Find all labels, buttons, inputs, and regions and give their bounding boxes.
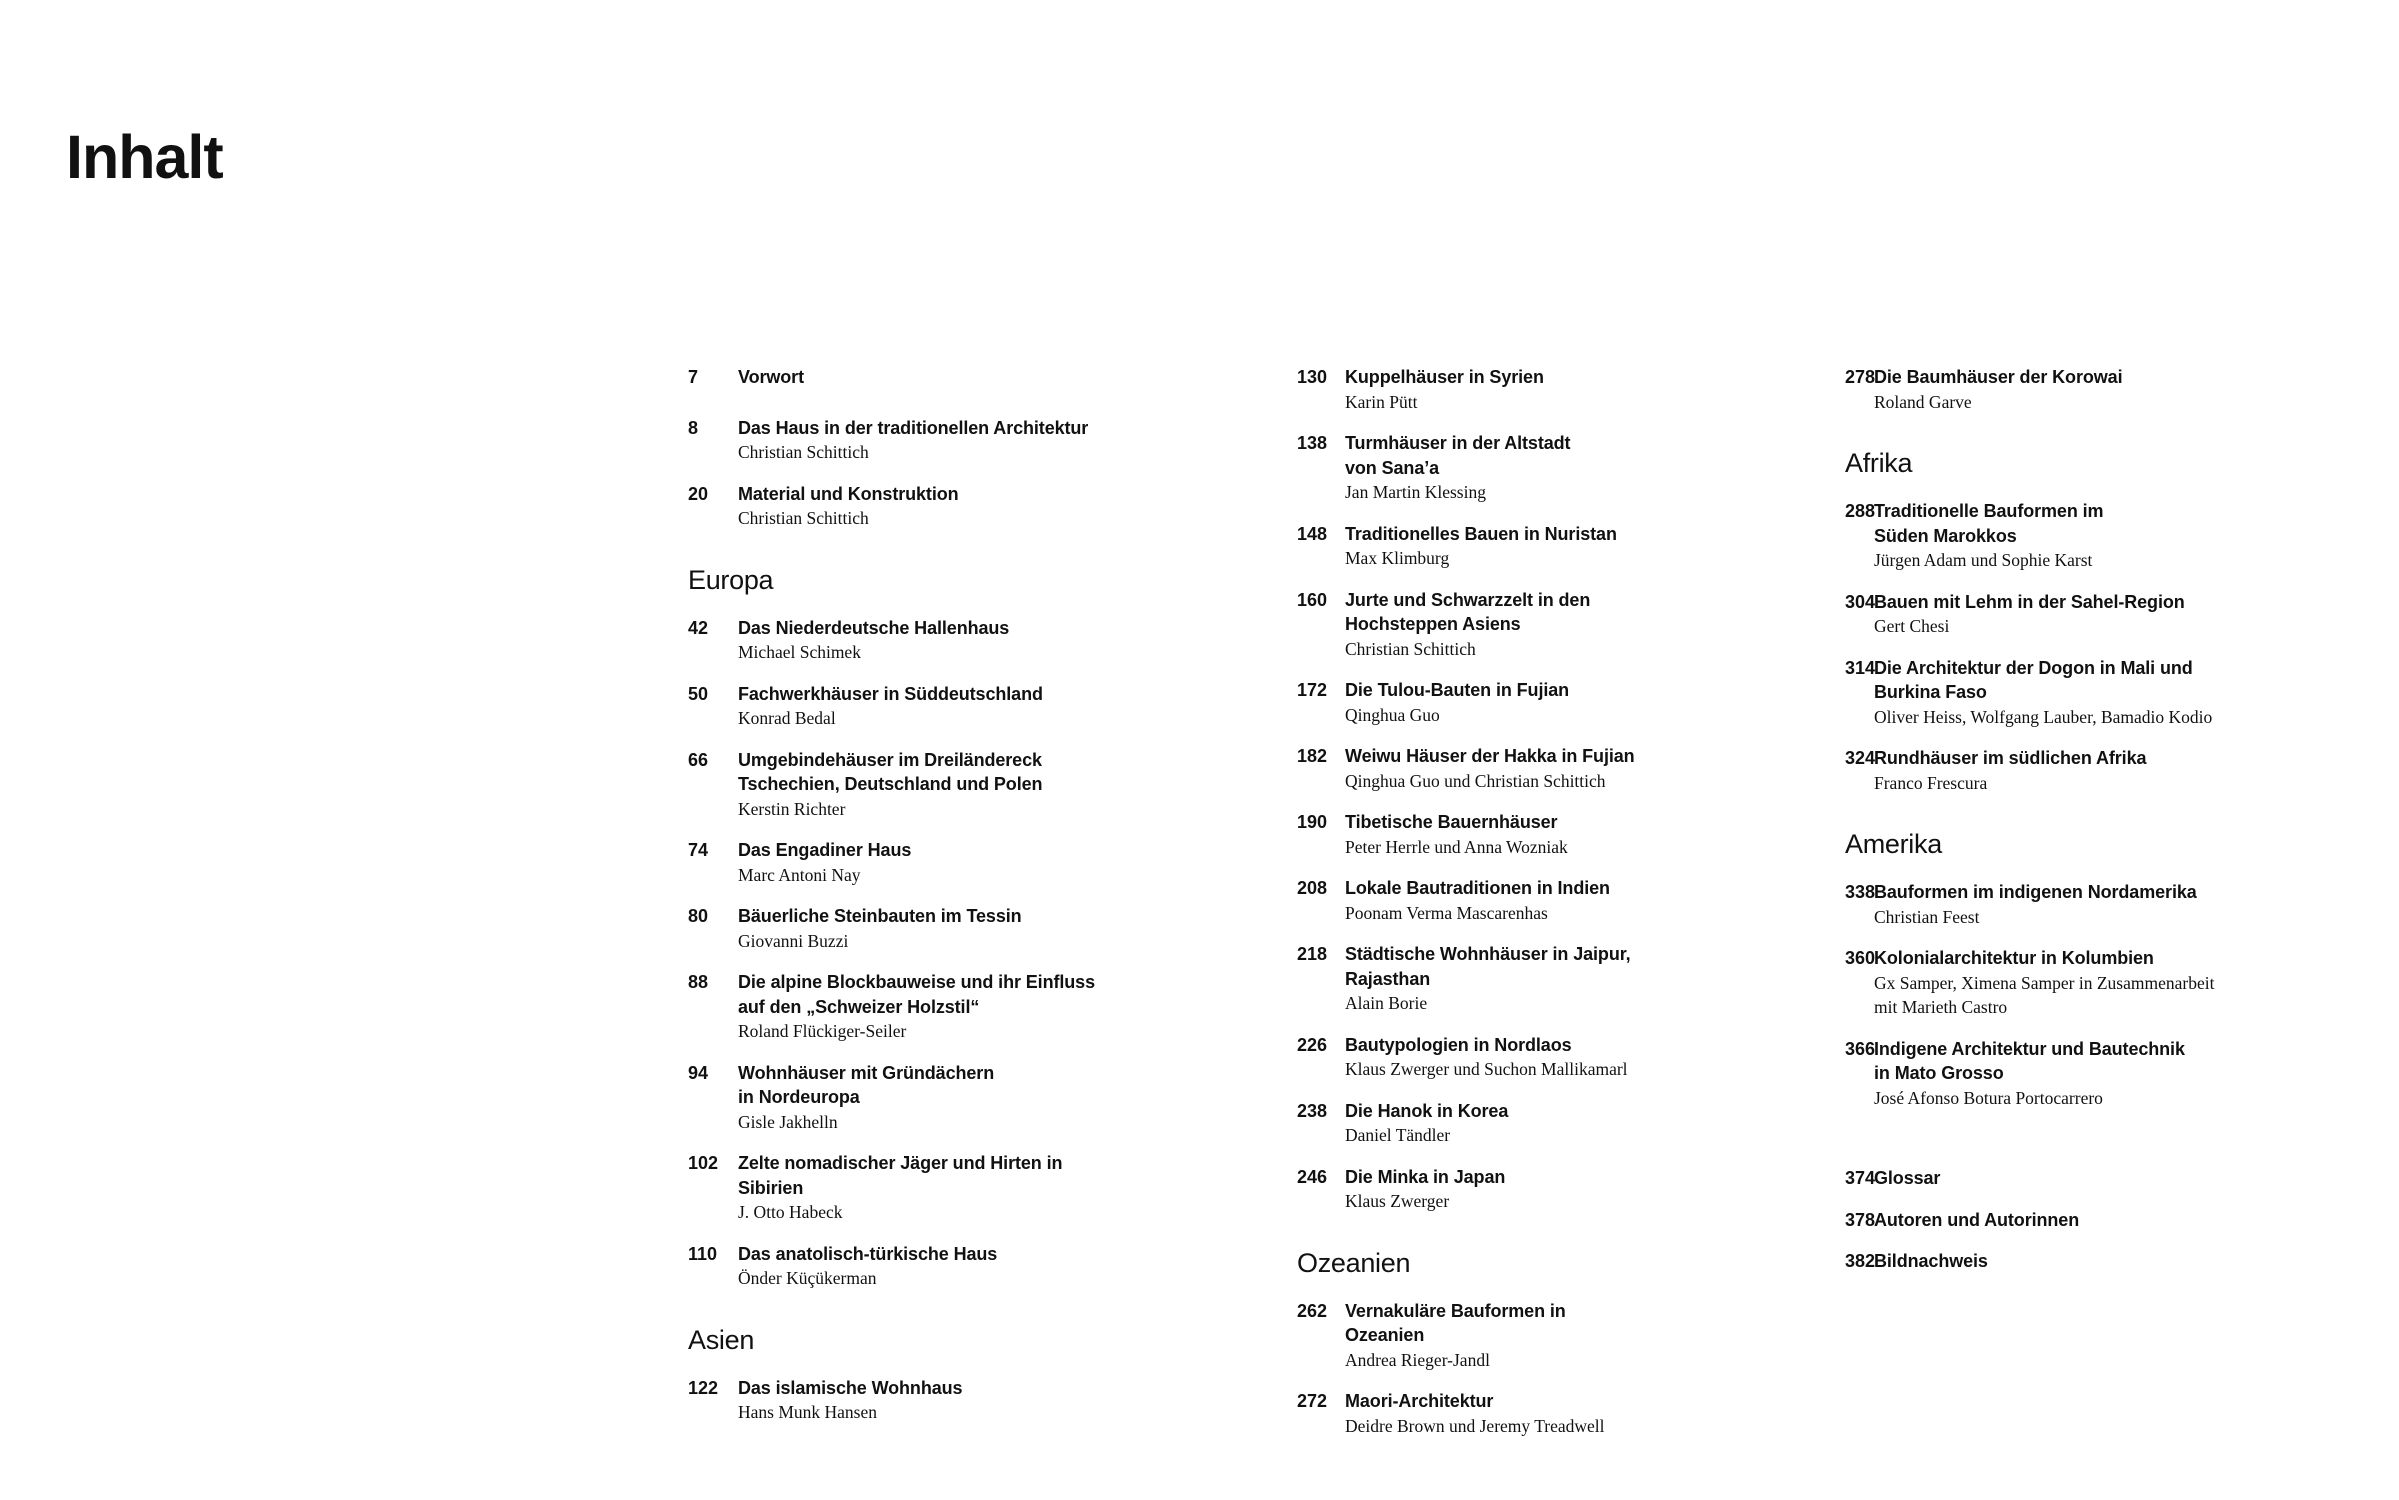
page-number: 272 <box>1297 1391 1328 1411</box>
entry-author: Andrea Rieger-Jandl <box>1345 1349 1490 1370</box>
entry-title: Bauen mit Lehm in der Sahel-Region <box>1874 591 2185 612</box>
entry-title: Das islamische Wohnhaus <box>738 1377 963 1398</box>
page-number: 218 <box>1297 944 1328 964</box>
toc-column-2 <box>1297 365 1817 1455</box>
entry-author: Roland Flückiger-Seiler <box>738 1021 907 1041</box>
toc-entry[interactable] <box>688 365 1248 390</box>
entry-author: Kerstin Richter <box>738 798 846 819</box>
toc-entry[interactable] <box>1845 880 2385 929</box>
entry-title: Tibetische Bauernhäuser <box>1345 812 1558 832</box>
entry-author: Franco Frescura <box>1874 772 1988 793</box>
entry-title: Traditionelles Bauen in Nuristan <box>1345 523 1617 544</box>
page-number: 66 <box>688 749 709 770</box>
entry-author: Qinghua Guo <box>1345 704 1440 725</box>
toc-entry[interactable] <box>1297 1099 1817 1148</box>
entry-author: Giovanni Buzzi <box>738 930 849 951</box>
toc-entry[interactable] <box>1297 1165 1817 1214</box>
toc-entry[interactable] <box>1297 1389 1817 1438</box>
entry-author: Klaus Zwerger und Suchon Mallikamarl <box>1345 1059 1628 1079</box>
toc-entry[interactable] <box>1297 588 1817 662</box>
toc-entry[interactable] <box>1297 431 1817 505</box>
section-heading: Afrika <box>1845 448 1913 478</box>
page-number: 366 <box>1845 1038 1876 1059</box>
section-heading: Asien <box>688 1324 755 1355</box>
page-number: 304 <box>1845 591 1876 612</box>
toc-entry[interactable] <box>688 904 1248 953</box>
entry-title: Material und Konstruktion <box>738 483 959 504</box>
entry-author: Michael Schimek <box>738 642 861 662</box>
entry-title: Bildnachweis <box>1874 1251 1988 1271</box>
section-heading: Amerika <box>1845 829 1942 859</box>
toc-entry[interactable] <box>1297 365 1817 414</box>
entry-title: Lokale Bautraditionen in Indien <box>1345 878 1610 898</box>
toc-entry[interactable] <box>688 616 1248 665</box>
entry-author: Alain Borie <box>1345 993 1428 1013</box>
toc-entry[interactable] <box>1845 590 2385 639</box>
entry-title: Indigene Architektur und Bautechnik in Mato Grosso <box>1874 1038 2185 1083</box>
toc-entry[interactable] <box>1845 1037 2385 1111</box>
page-number: 172 <box>1297 680 1328 700</box>
toc-entry[interactable] <box>1845 1166 2385 1191</box>
page-number: 360 <box>1845 948 1876 968</box>
entry-title: Das anatolisch-türkische Haus <box>738 1243 998 1264</box>
page-number: 324 <box>1845 748 1876 768</box>
toc-entry[interactable] <box>688 838 1248 887</box>
entry-title: Das Haus in der traditionellen Architektur <box>738 417 1089 438</box>
page-number: 246 <box>1297 1166 1328 1187</box>
entry-title: Kuppelhäuser in Syrien <box>1345 367 1544 387</box>
page-number: 374 <box>1845 1168 1876 1188</box>
entry-author: José Afonso Botura Portocarrero <box>1874 1087 2103 1108</box>
entry-author: Qinghua Guo und Christian Schittich <box>1345 770 1606 791</box>
entry-author: Christian Schittich <box>738 442 869 462</box>
entry-author: Gx Samper, Ximena Samper in Zusammenarbeit mit Marieth Castro <box>1874 972 2215 1017</box>
toc-entry[interactable] <box>688 682 1248 731</box>
page-number: 94 <box>688 1062 709 1083</box>
toc-entry[interactable] <box>688 1376 1248 1425</box>
toc-entry[interactable] <box>1297 744 1817 793</box>
toc-entry[interactable] <box>1845 365 2385 414</box>
toc-entry[interactable] <box>1845 746 2385 795</box>
entry-title: Traditionelle Bauformen im Süden Marokkos <box>1874 501 2104 546</box>
entry-author: Jan Martin Klessing <box>1345 482 1486 502</box>
toc-column-3 <box>1845 365 2385 1291</box>
page-number: 42 <box>688 617 709 638</box>
toc-entry[interactable] <box>688 1061 1248 1135</box>
entry-title: Bäuerliche Steinbauten im Tessin <box>738 906 1022 926</box>
page-number: 314 <box>1845 657 1876 678</box>
entry-title: Weiwu Häuser der Hakka in Fujian <box>1345 746 1635 766</box>
page-number: 262 <box>1297 1300 1328 1321</box>
entry-title: Die Baumhäuser der Korowai <box>1874 367 2123 387</box>
entry-title: Das Niederdeutsche Hallenhaus <box>738 617 1010 638</box>
page-number: 122 <box>688 1377 719 1398</box>
toc-entry[interactable] <box>688 1242 1248 1291</box>
page-number: 338 <box>1845 882 1876 902</box>
entry-title: Glossar <box>1874 1168 1941 1188</box>
page-number: 148 <box>1297 523 1328 544</box>
toc-entry[interactable] <box>688 482 1248 531</box>
entry-title: Rundhäuser im südlichen Afrika <box>1874 748 2147 768</box>
entry-author: Daniel Tändler <box>1345 1125 1451 1145</box>
entry-author: Klaus Zwerger <box>1345 1191 1450 1211</box>
entry-title: Umgebindehäuser im Dreiländereck Tschechien, Deutschland und Polen <box>738 749 1043 794</box>
entry-title: Jurte und Schwarzzelt in den Hochsteppen Asiens <box>1345 589 1591 634</box>
entry-title: Das Engadiner Haus <box>738 840 912 860</box>
toc-entry[interactable] <box>688 416 1248 465</box>
toc-entry[interactable] <box>1297 1033 1817 1082</box>
page-number: 288 <box>1845 501 1876 521</box>
entry-author: Jürgen Adam und Sophie Karst <box>1874 550 2093 570</box>
entry-title: Vorwort <box>738 367 804 387</box>
entry-title: Die Minka in Japan <box>1345 1166 1506 1187</box>
toc-entry[interactable] <box>1845 946 2385 1020</box>
page-number: 7 <box>688 367 699 387</box>
page-number: 80 <box>688 906 709 926</box>
entry-author: Deidre Brown und Jeremy Treadwell <box>1345 1415 1605 1436</box>
entry-author: Poonam Verma Mascarenhas <box>1345 902 1548 923</box>
entry-title: Wohnhäuser mit Gründächern in Nordeuropa <box>738 1062 995 1107</box>
entry-title: Die alpine Blockbauweise und ihr Einfluss auf den „Schweizer Holzstil“ <box>738 972 1095 1017</box>
entry-title: Vernakuläre Bauformen in Ozeanien <box>1345 1300 1566 1345</box>
toc-entry[interactable] <box>1845 656 2385 730</box>
page-number: 130 <box>1297 367 1328 387</box>
entry-title: Zelte nomadischer Jäger und Hirten in Sibirien <box>738 1153 1063 1198</box>
page-number: 208 <box>1297 878 1328 898</box>
toc-entry[interactable] <box>1297 876 1817 925</box>
entry-title: Die Hanok in Korea <box>1345 1100 1509 1121</box>
page-number: 382 <box>1845 1251 1876 1271</box>
entry-author: Oliver Heiss, Wolfgang Lauber, Bamadio Kodio <box>1874 706 2213 727</box>
page-number: 102 <box>688 1153 719 1173</box>
entry-author: J. Otto Habeck <box>738 1202 843 1222</box>
toc-entry[interactable] <box>1845 1208 2385 1233</box>
page-number: 88 <box>688 972 709 992</box>
entry-author: Christian Schittich <box>1345 638 1476 659</box>
entry-author: Önder Küçükerman <box>738 1268 877 1288</box>
entry-title: Maori-Architektur <box>1345 1391 1494 1411</box>
page-number: 8 <box>688 417 699 438</box>
page-number: 50 <box>688 683 709 704</box>
section-heading: Ozeanien <box>1297 1247 1411 1278</box>
entry-author: Roland Garve <box>1874 391 1972 412</box>
toc-entry[interactable] <box>1845 1249 2385 1274</box>
entry-title: Bautypologien in Nordlaos <box>1345 1034 1572 1055</box>
page-number: 74 <box>688 840 709 860</box>
page-number: 378 <box>1845 1209 1876 1230</box>
page-number: 160 <box>1297 589 1328 610</box>
entry-author: Gert Chesi <box>1874 616 1950 636</box>
toc-entry[interactable] <box>1297 678 1817 727</box>
page-number: 110 <box>688 1243 718 1264</box>
entry-author: Karin Pütt <box>1345 391 1418 412</box>
entry-author: Konrad Bedal <box>738 708 836 728</box>
toc-entry[interactable] <box>688 1151 1248 1225</box>
toc-entry[interactable] <box>1297 522 1817 571</box>
entry-title: Autoren und Autorinnen <box>1874 1209 2080 1230</box>
entry-author: Marc Antoni Nay <box>738 864 861 885</box>
entry-title: Die Architektur der Dogon in Mali und Burkina Faso <box>1874 657 2193 702</box>
section-heading: Europa <box>688 564 774 595</box>
entry-title: Turmhäuser in der Altstadt von Sana’a <box>1345 433 1571 478</box>
page-number: 182 <box>1297 746 1328 766</box>
entry-title: Kolonialarchitektur in Kolumbien <box>1874 948 2154 968</box>
page-number: 226 <box>1297 1034 1328 1055</box>
entry-title: Städtische Wohnhäuser in Jaipur, Rajasthan <box>1345 944 1631 989</box>
toc-entry[interactable] <box>1297 1299 1817 1373</box>
entry-title: Bauformen im indigenen Nordamerika <box>1874 882 2197 902</box>
page-number: 138 <box>1297 433 1328 453</box>
entry-author: Hans Munk Hansen <box>738 1402 878 1422</box>
toc-entry[interactable] <box>688 748 1248 822</box>
toc-entry[interactable] <box>1845 499 2385 573</box>
entry-author: Gisle Jakhelln <box>738 1111 838 1132</box>
page-number: 278 <box>1845 367 1876 387</box>
entry-title: Die Tulou-Bauten in Fujian <box>1345 680 1570 700</box>
entry-author: Christian Feest <box>1874 906 1980 927</box>
page-number: 190 <box>1297 812 1328 832</box>
page-number: 238 <box>1297 1100 1328 1121</box>
toc-column-1 <box>688 365 1248 1442</box>
page-number: 20 <box>688 483 709 504</box>
page-title: Inhalt <box>66 123 223 191</box>
entry-title: Fachwerkhäuser in Süddeutschland <box>738 683 1043 704</box>
toc-entry[interactable] <box>1297 810 1817 859</box>
toc-entry[interactable] <box>1297 942 1817 1016</box>
entry-author: Max Klimburg <box>1345 548 1450 568</box>
entry-author: Christian Schittich <box>738 508 869 528</box>
entry-author: Peter Herrle und Anna Wozniak <box>1345 836 1568 857</box>
toc-entry[interactable] <box>688 970 1248 1044</box>
